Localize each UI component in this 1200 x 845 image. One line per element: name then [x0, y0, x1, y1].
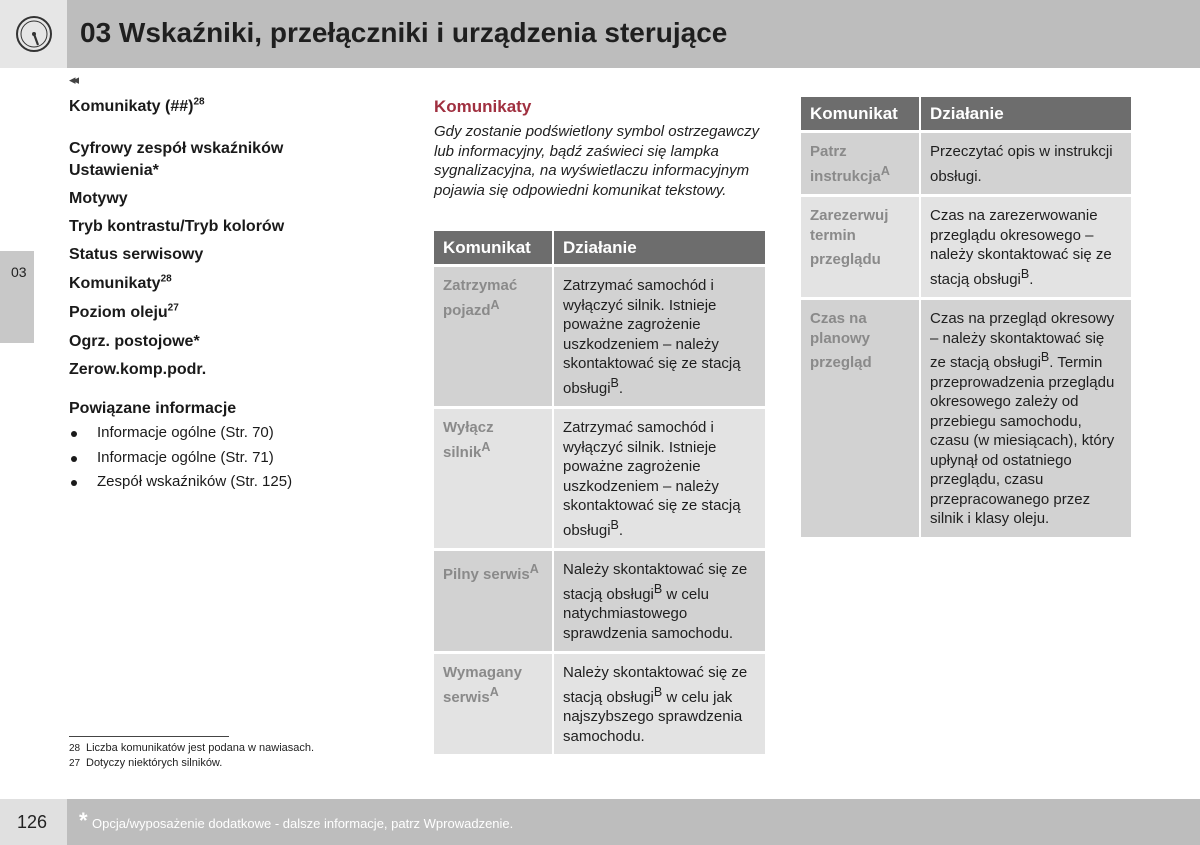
action-cell: Czas na zarezerwowanie przeglądu okresowego – należy skontaktować się ze stacją obsługi$^B$. — [921, 197, 1131, 300]
chapter-tab-label: 03 — [11, 264, 27, 280]
column-header: Komunikat — [801, 97, 919, 133]
table-header-row — [801, 97, 1131, 133]
message-cell: Wyłącz silnik$^A$ — [434, 409, 552, 551]
menu-item-cyfrowy: Cyfrowy zespół wskaźników — [69, 140, 284, 157]
section-title: Komunikaty — [434, 97, 532, 116]
page-number: 126 — [17, 812, 48, 832]
footnote-divider — [69, 736, 229, 737]
column-header: Działanie — [554, 231, 765, 267]
header-title-bar — [67, 0, 1200, 68]
message-cell: Pilny serwis$^A$ — [434, 551, 552, 654]
message-cell: Patrz instrukcja$^A$ — [801, 133, 919, 197]
menu-item-status-serwisowy: Status serwisowy — [69, 246, 204, 263]
gauge-icon — [14, 14, 54, 54]
table-row — [801, 300, 1131, 540]
related-info-title: Powiązane informacje — [69, 400, 237, 417]
page-number-box — [0, 799, 67, 845]
chapter-tab — [0, 251, 34, 343]
action-cell: Zatrzymać samochód i wyłączyć silnik. Istnieje poważne zagrożenie uszkodzeniem – należy skontaktować się ze stacją obsługi$^B$. — [554, 409, 765, 551]
menu-item-komunikaty-count: Komunikaty (##)$^{28}$ — [69, 96, 205, 115]
related-link[interactable]: Informacje ogólne (Str. 70) — [69, 421, 399, 446]
header-icon-box — [0, 0, 67, 68]
table-row — [434, 654, 765, 757]
table-header-row — [434, 231, 765, 267]
menu-item-poziom-oleju: Poziom oleju$^{27}$ — [69, 302, 179, 321]
column-header: Działanie — [921, 97, 1131, 133]
action-cell: Zatrzymać samochód i wyłączyć silnik. Istnieje poważne zagrożenie uszkodzeniem – należy skontaktować się ze stacją obsługi$^B$. — [554, 267, 765, 409]
page-footer — [0, 799, 1200, 845]
table-row — [434, 551, 765, 654]
footnote: 27 Dotyczy niektórych silników. — [69, 757, 223, 769]
message-cell: Zarezerwuj termin przeglądu — [801, 197, 919, 300]
footnotes — [69, 741, 314, 771]
column-header: Komunikat — [434, 231, 552, 267]
menu-item-motywy: Motywy — [69, 190, 128, 207]
menu-item-komunikaty: Komunikaty$^{28}$ — [69, 273, 172, 292]
footer-bar — [67, 799, 1200, 845]
back-arrows-icon[interactable]: ◂◂ — [69, 72, 77, 87]
page-title: 03 Wskaźniki, przełączniki i urządzenia sterujące — [80, 17, 728, 48]
menu-item-ustawienia: Ustawienia* — [69, 162, 159, 179]
related-link[interactable]: Zespół wskaźników (Str. 125) — [69, 470, 399, 495]
related-info-list — [69, 421, 399, 495]
menu-item-tryb-kontrastu: Tryb kontrastu/Tryb kolorów — [69, 218, 285, 235]
intro-paragraph: Gdy zostanie podświetlony symbol ostrzegawczy lub informacyjny, bądź zaświeci się lampka sygnalizacyjna, na wyświetlaczu informacyjnym pojawia się odpowiedni komunikat tekstowy. — [434, 123, 760, 199]
action-cell: Należy skontaktować się ze stacją obsługi$^B$ w celu jak najszybszego sprawdzenia samochodu. — [554, 654, 765, 757]
action-cell: Przeczytać opis w instrukcji obsługi. — [921, 133, 1131, 197]
message-cell: Wymagany serwis$^A$ — [434, 654, 552, 757]
message-cell: Zatrzymać pojazd$^A$ — [434, 267, 552, 409]
message-cell: Czas na planowy przegląd — [801, 300, 919, 540]
related-link[interactable]: Informacje ogólne (Str. 71) — [69, 446, 399, 471]
menu-column — [69, 96, 399, 495]
messages-table-2 — [799, 97, 1133, 540]
table-row — [801, 197, 1131, 300]
footnote: 28 Liczba komunikatów jest podana w nawiasach. — [69, 742, 315, 754]
page-header — [0, 0, 1200, 68]
asterisk-icon: * — [79, 808, 88, 833]
action-cell: Należy skontaktować się ze stacją obsługi$^B$ w celu natychmiastowego sprawdzenia samochodu. — [554, 551, 765, 654]
messages-table-1 — [432, 231, 767, 757]
table-row — [801, 133, 1131, 197]
messages-column — [434, 96, 766, 200]
footer-note: Opcja/wyposażenie dodatkowe - dalsze informacje, patrz Wprowadzenie. — [92, 816, 514, 831]
menu-item-zerow: Zerow.komp.podr. — [69, 361, 207, 378]
table-row — [434, 267, 765, 409]
table-row — [434, 409, 765, 551]
menu-item-ogrz-postojowe: Ogrz. postojowe* — [69, 333, 200, 350]
action-cell: Czas na przegląd okresowy – należy skontaktować się ze stacją obsługi$^B$. Termin przeprowadzenia przeglądu okresowego zależy od przebiegu samochodu, czasu (w miesiącach), który upłynął od ostatniego przeglądu, czasu przepracowanego przez silnik i klasy oleju. — [921, 300, 1131, 540]
